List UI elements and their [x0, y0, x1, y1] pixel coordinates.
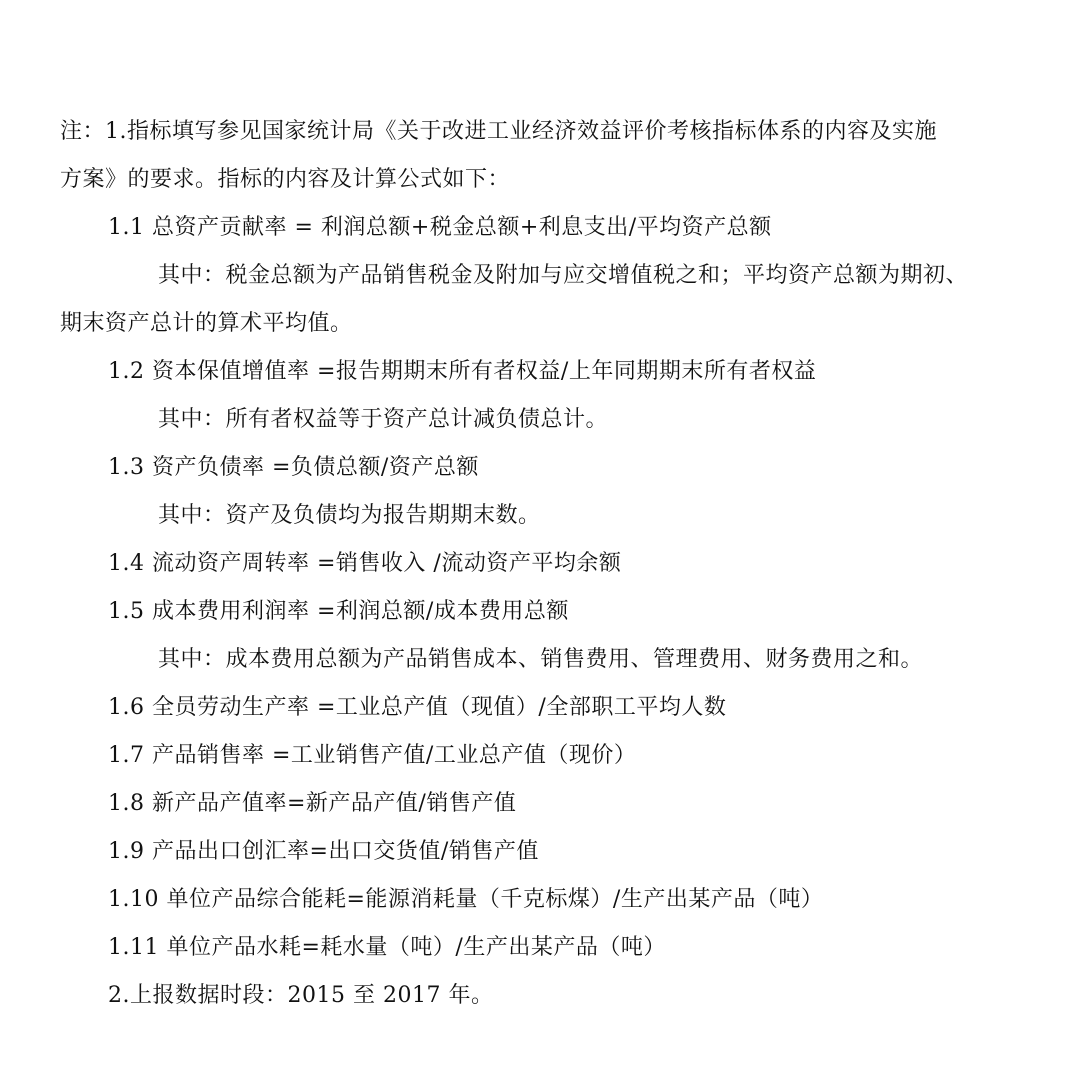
formula-1-1: 1.1 总资产贡献率 = 利润总额+税金总额+利息支出/平均资产总额 — [108, 215, 772, 240]
formula-1-3-explanation: 其中：资产及负债均为报告期期末数。 — [158, 503, 541, 528]
note-1-intro-line: 注：1.指标填写参见国家统计局《关于改进工业经济效益评价考核指标体系的内容及实施 — [60, 119, 937, 144]
formula-1-2: 1.2 资本保值增值率 =报告期期末所有者权益/上年同期期末所有者权益 — [108, 359, 817, 384]
formula-1-1-explanation-continued: 期末资产总计的算术平均值。 — [60, 311, 353, 336]
formula-1-11: 1.11 单位产品水耗=耗水量（吨）/生产出某产品（吨） — [108, 935, 666, 960]
formula-1-1-explanation: 其中：税金总额为产品销售税金及附加与应交增值税之和；平均资产总额为期初、 — [158, 263, 969, 288]
formula-1-7: 1.7 产品销售率 =工业销售产值/工业总产值（现价） — [108, 743, 637, 768]
formula-1-2-explanation: 其中：所有者权益等于资产总计减负债总计。 — [158, 407, 609, 432]
formula-1-8: 1.8 新产品产值率=新产品产值/销售产值 — [108, 791, 517, 816]
formula-1-6: 1.6 全员劳动生产率 =工业总产值（现值）/全部职工平均人数 — [108, 695, 727, 720]
formula-1-4: 1.4 流动资产周转率 =销售收入 /流动资产平均余额 — [108, 551, 622, 576]
formula-1-5-explanation: 其中：成本费用总额为产品销售成本、销售费用、管理费用、财务费用之和。 — [158, 647, 924, 672]
formula-1-9: 1.9 产品出口创汇率=出口交货值/销售产值 — [108, 839, 539, 864]
note-1-intro-continued: 方案》的要求。指标的内容及计算公式如下： — [60, 167, 511, 192]
formula-1-3: 1.3 资产负债率 =负债总额/资产总额 — [108, 455, 479, 480]
formula-1-10: 1.10 单位产品综合能耗=能源消耗量（千克标煤）/生产出某产品（吨） — [108, 887, 824, 912]
formula-1-5: 1.5 成本费用利润率 =利润总额/成本费用总额 — [108, 599, 569, 624]
note-2-reporting-period: 2.上报数据时段：2015 至 2017 年。 — [108, 983, 494, 1008]
